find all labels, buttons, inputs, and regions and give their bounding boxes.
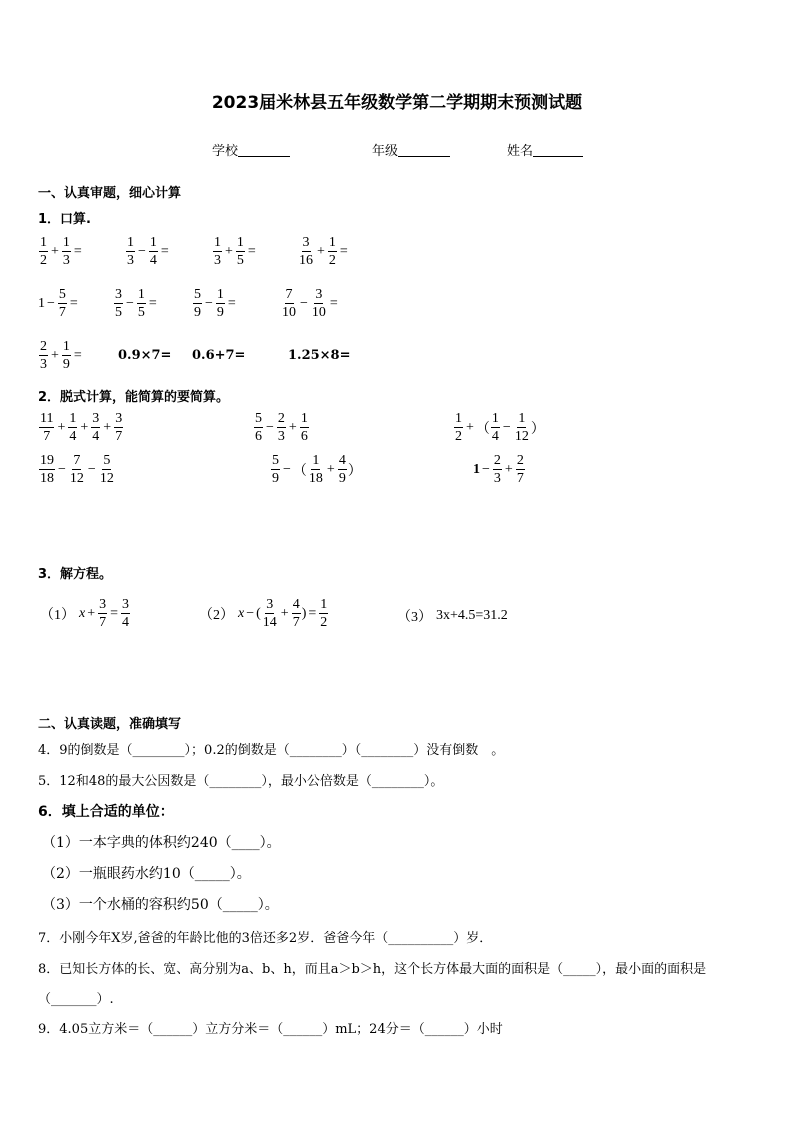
- mental-expr: 3 5 − $\frac{1}{5}$ =: [115, 287, 157, 320]
- eq-label: （3）: [397, 610, 432, 625]
- question-6: 6．填上合适的单位：: [38, 804, 174, 820]
- eq3-text: 3x+4.5=31.2: [436, 608, 508, 623]
- question-5: 5．12和48的最大公因数是（________），最小公倍数是（________）。: [38, 774, 444, 789]
- calc-expr: 1 2 + （ 1 4 − $\frac{1}{12}$ ）: [455, 411, 545, 444]
- mental-decimal: 1.25×8=: [288, 348, 351, 363]
- calc-expr: 5 6 − $\frac{2}{3}$ + $\frac{1}{6}$: [255, 411, 308, 444]
- mental-expr: 1 2 + $\frac{1}{3}$ =: [40, 235, 82, 268]
- grade-field: [372, 140, 450, 159]
- q1-label: 1．口算.: [38, 212, 91, 227]
- calc-expr: 19 18 − $\frac{7}{12}$ − $\frac{5}{12}$: [40, 453, 114, 486]
- question-4: 4．9的倒数是（________）；0.2的倒数是（________）（________）没有倒数 。: [38, 743, 505, 758]
- calc-expr: 11 7 + $\frac{1}{4}$ + $\frac{3}{4}$ + $\frac{3}{7}$: [40, 411, 123, 444]
- question-6-item: （1）一本字典的体积约240（____）。: [42, 835, 281, 851]
- calc-expr: 1 − $\frac{2}{3}$ + $\frac{2}{7}$: [473, 453, 524, 486]
- equation: （1） x + $\frac{3}{7}$ = $\frac{3}{4}$: [40, 597, 130, 630]
- mental-expr: 5 9 − $\frac{1}{9}$ =: [194, 287, 236, 320]
- q2-label: 2．脱式计算，能简算的要简算。: [38, 390, 230, 405]
- question-7: 7．小刚今年X岁,爸爸的年龄比他的3倍还多2岁．爸爸今年（__________）岁．: [38, 931, 493, 946]
- question-9: 9．4.05立方米＝（______）立方分米＝（______）mL；24分＝（______）小时: [38, 1022, 503, 1037]
- school-field: [212, 140, 290, 159]
- eq-label: （2）: [199, 607, 234, 623]
- question-6-item: （3）一个水桶的容积约50（_____）。: [42, 897, 279, 913]
- section2-heading: 二、认真读题，准确填写: [38, 717, 182, 732]
- equation: （2） x − ( 3 14 + $\frac{4}{7}$ ) = $\frac{1}{2}$: [199, 597, 328, 630]
- question-8-line1: 8．已知长方体的长、宽、高分别为a、b、h，而且a＞b＞h，这个长方体最大面的面积是（_____），最小面的面积是: [38, 962, 707, 977]
- grade-label: 年级: [372, 144, 399, 159]
- mental-expr: 3 16 + $\frac{1}{2}$ =: [299, 235, 348, 268]
- eq-label: （1）: [40, 607, 75, 623]
- mental-expr: 1 − $\frac{5}{7}$ =: [38, 287, 78, 320]
- question-8-line2: （_______）.: [38, 992, 114, 1007]
- equation: [397, 606, 508, 626]
- page-title: 2023届米林县五年级数学第二学期期末预测试题: [211, 93, 583, 113]
- q3-label: 3．解方程。: [38, 567, 113, 582]
- mental-expr: 2 3 + $\frac{1}{9}$ =: [40, 339, 82, 372]
- name-field: [507, 140, 583, 159]
- mental-decimal: 0.6+7=: [192, 348, 246, 363]
- section1-heading: 一、认真审题，细心计算: [38, 186, 182, 201]
- question-6-item: （2）一瓶眼药水约10（_____）。: [42, 866, 251, 882]
- mental-expr: 7 10 − $\frac{3}{10}$ =: [282, 287, 338, 320]
- calc-expr: 5 9 − （ 1 18 + $\frac{4}{9}$ ）: [272, 453, 362, 486]
- name-label: 姓名: [507, 144, 534, 159]
- mental-expr: 1 3 − $\frac{1}{4}$ =: [127, 235, 169, 268]
- school-label: 学校: [212, 144, 239, 159]
- mental-expr: 1 3 + $\frac{1}{5}$ =: [214, 235, 256, 268]
- mental-decimal: 0.9×7=: [118, 348, 172, 363]
